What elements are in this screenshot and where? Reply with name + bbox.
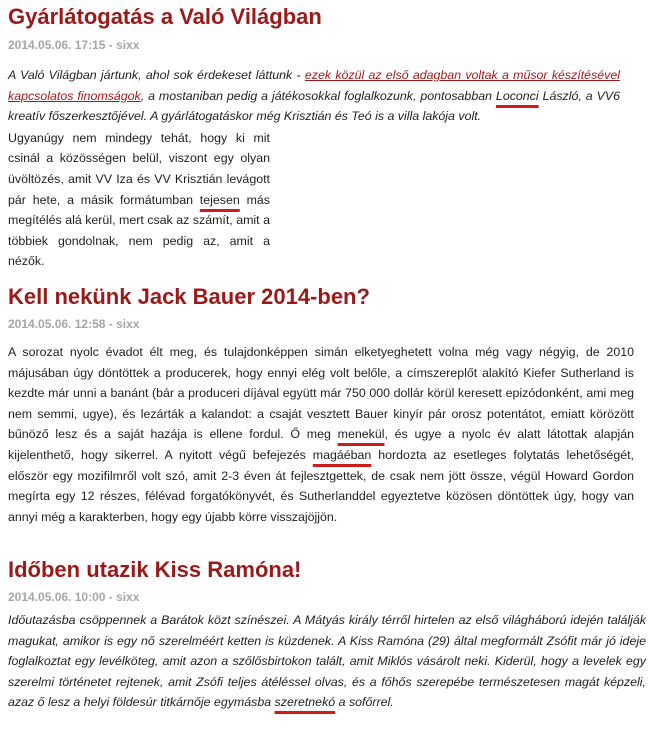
post-title[interactable]: Gyárlátogatás a Való Világban bbox=[8, 4, 322, 29]
paragraph-text: más megítélés alá kerül, mert csak az számít, amit a többiek gondolnak, nem pedig az, amit a nézők. bbox=[8, 192, 270, 269]
body-text: , és ugye a nyolc év alatt látottak alapján kijelenthető, hogy sikerrel. A nyitott végű befejezés bbox=[8, 427, 634, 462]
body-text: A sorozat nyolc évadot élt meg, és tulajdonképpen simán elketyeghetett volna még vagy négyig, de 2010 májusában úgy döntöttek a producerek, hogy ennyi elég volt belőle, a címszereplőt alakító Kiefer Sutherland is kezdte már unni a banánt (bár a produceri díjával együtt már 750 000 dollár körül keresett epizódonként, ami meg nem semmi, ugye), és lezárták a kalandot: a csaját vesztett Bauer kinyír pár orosz potentátot, emiatt körözött bűnöző lesz és a saját hazája is ellene fordul. Ő meg bbox=[8, 345, 634, 442]
post-meta: 2014.05.06. 10:00 - sixx bbox=[8, 590, 140, 604]
underlined-word: magáéban bbox=[312, 447, 372, 462]
paragraph-text: Ugyanúgy nem mindegy tehát, hogy ki mit csinál a közösségen belül, viszont egy olyan üvöltözés, amit VV Iza és VV Krisztián levágott pár hete, a másik formátumban bbox=[8, 130, 270, 207]
lead-text: , a mostaniban pedig a játékosokkal foglalkozunk, pontosabban bbox=[140, 88, 496, 103]
post-meta: 2014.05.06. 17:15 - sixx bbox=[8, 38, 140, 52]
underlined-word: menekül bbox=[337, 427, 385, 442]
post-paragraph bbox=[8, 128, 270, 272]
post-kiss-ramona bbox=[8, 557, 652, 713]
article-link[interactable]: ezek közül az első adagban voltak a műsor készítésével kapcsolatos finomságok bbox=[8, 68, 620, 103]
body-text: hordozta az esetleges folytatás lehetőségét, először egy mozifilmről volt szó, amit 2-3 éven át fejlesztgettek, de csak nem jött össze, végül Howard Gordon megírta egy 12 részes, félévad forgatókönyvét, és Sutherlanddel egyeztetve közösen döntöttek úgy, hogy van annyi még a karakterben, hogy egy újabb körre visszajöjjön. bbox=[8, 447, 634, 524]
post-body bbox=[8, 610, 646, 713]
underlined-word: szeretnekó bbox=[274, 695, 336, 710]
post-lead bbox=[8, 65, 620, 127]
post-gyarlatogatas bbox=[8, 4, 624, 272]
lead-text: A Való Világban jártunk, ahol sok érdekeset láttunk - bbox=[8, 68, 305, 82]
post-title[interactable]: Kell nekünk Jack Bauer 2014-ben? bbox=[8, 284, 370, 309]
post-title[interactable]: Időben utazik Kiss Ramóna! bbox=[8, 557, 302, 582]
post-jack-bauer bbox=[8, 284, 640, 527]
underlined-word: Loconci bbox=[495, 88, 539, 103]
post-meta: 2014.05.06. 12:58 - sixx bbox=[8, 317, 140, 331]
lead-text: László, a VV6 kreatív főszerkesztőjével. A gyárlátogatáskor még Krisztián és Teó is a villa lakója volt. bbox=[8, 88, 620, 124]
underlined-word: tejesen bbox=[199, 192, 240, 207]
post-body bbox=[8, 342, 634, 527]
body-text: a sofőrrel. bbox=[335, 695, 394, 710]
body-text: Időutazásba csöppennek a Barátok közt színészei. A Mátyás király térről hirtelen az első világháború idején találják magukat, amikor is egy nő szerelméért ketten is küzdenek. A Kiss Ramóna (29) által megformált Zsófit már jó ideje foglalkoztat egy levélköteg, amit azon a szőlősbirtokon talált, amit Miklós vásárolt neki. Kiderül, hogy a levelek egy szerelmi történetet rejtenek, amit Zsófi teljes átéléssel olvas, és a főhős szerepébe természetesen magát képzeli, azaz ő lesz a helyi földesúr titkárnője egymásba bbox=[8, 613, 646, 710]
